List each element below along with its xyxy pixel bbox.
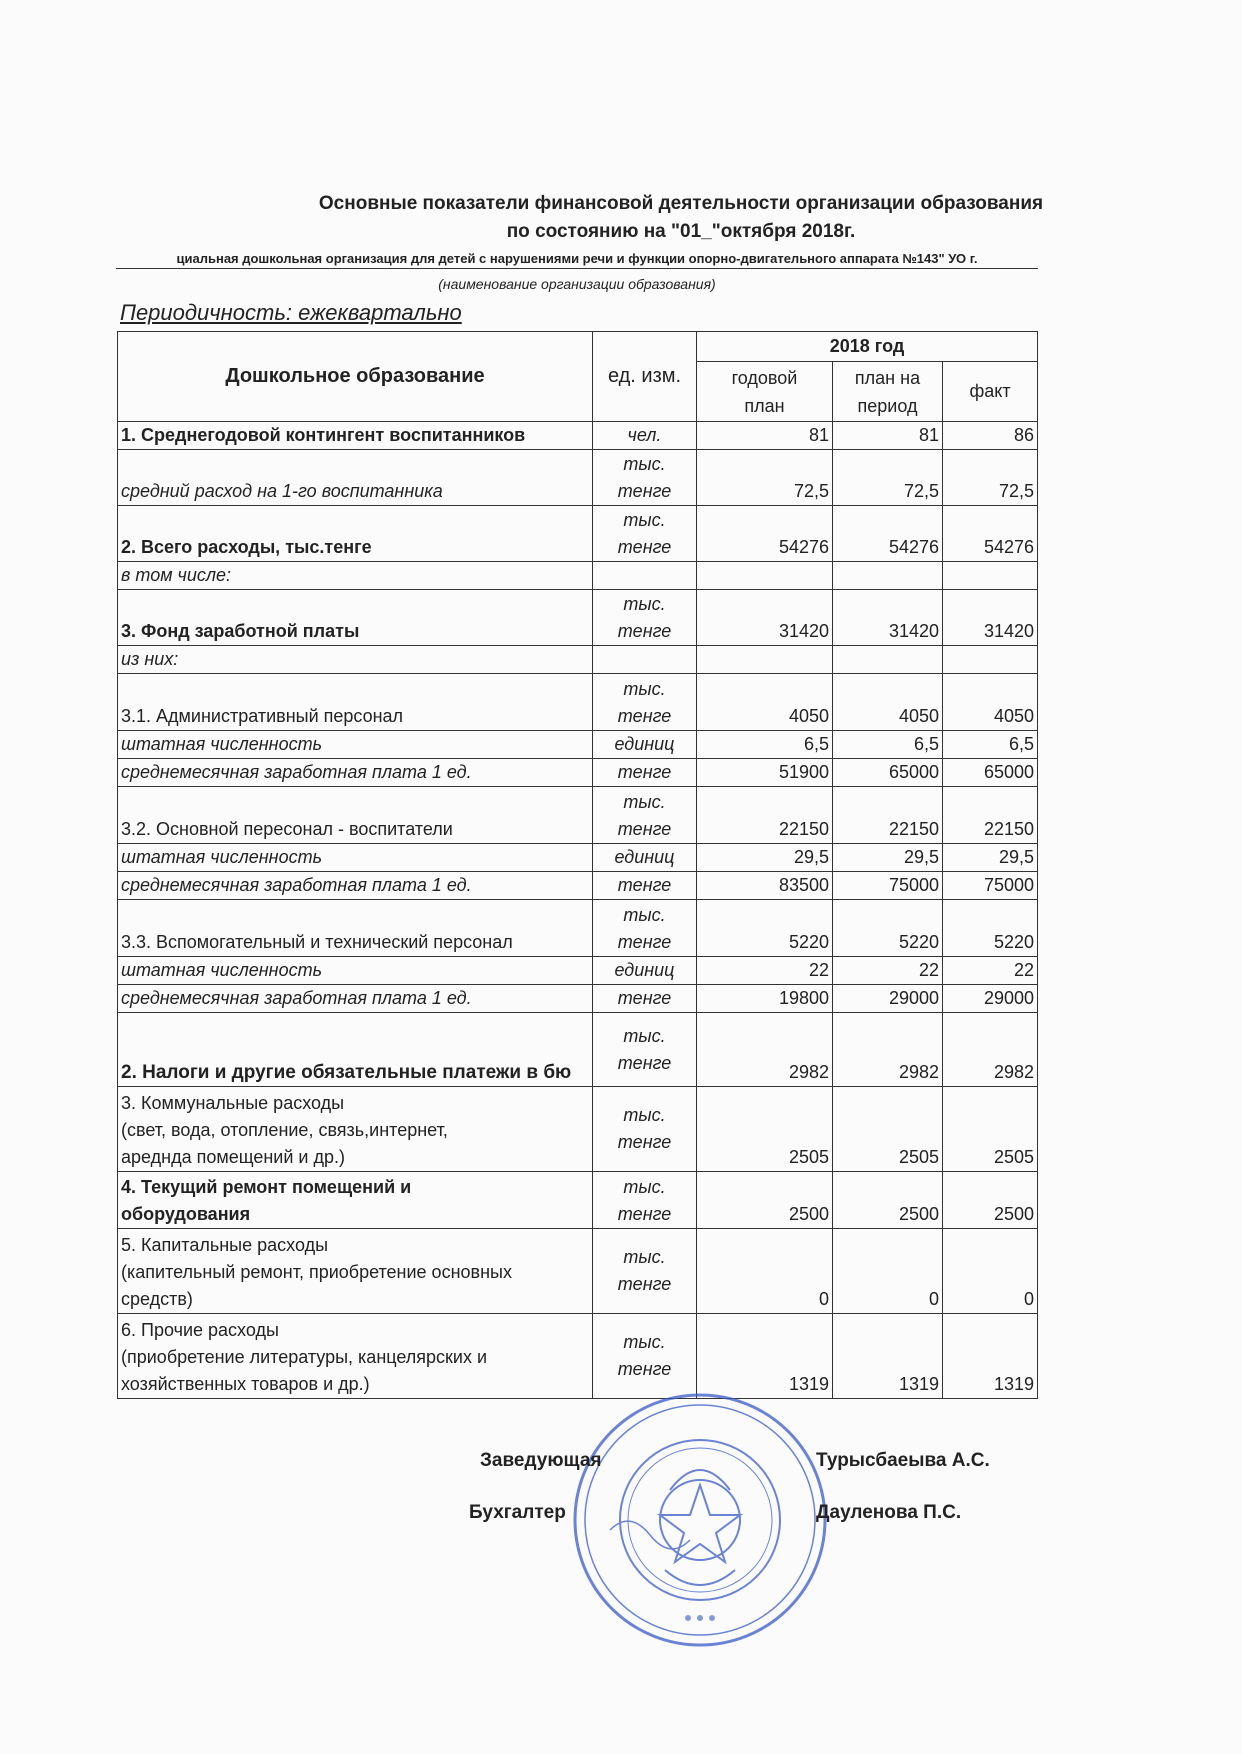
row-label-note1: (свет, вода, отопление, связь,интернет, <box>121 1120 448 1140</box>
header-annual-plan <box>697 362 833 422</box>
row-period: 22150 <box>833 787 943 844</box>
row-fact: 72,5 <box>943 450 1038 506</box>
row-fact: 54276 <box>943 506 1038 562</box>
row-annual: 72,5 <box>697 450 833 506</box>
row-label: среднемесячная заработная плата 1 ед. <box>118 759 593 787</box>
row-unit-line1: тыс. <box>623 1247 666 1267</box>
row-unit-line2: тенге <box>617 481 672 501</box>
row-unit <box>593 900 697 957</box>
table-row <box>118 985 1038 1013</box>
row-unit <box>593 506 697 562</box>
row-fact: 86 <box>943 422 1038 450</box>
header-fact: факт <box>943 362 1038 422</box>
row-annual: 4050 <box>697 674 833 731</box>
row-annual: 29,5 <box>697 844 833 872</box>
row-annual: 81 <box>697 422 833 450</box>
row-period: 29000 <box>833 985 943 1013</box>
row-label: 2. Всего расходы, тыс.тенге <box>118 506 593 562</box>
row-period: 65000 <box>833 759 943 787</box>
row-unit: тенге <box>593 872 697 900</box>
table-row <box>118 590 1038 646</box>
row-fact <box>943 562 1038 590</box>
row-period: 54276 <box>833 506 943 562</box>
row-unit-line1: тыс. <box>623 792 666 812</box>
row-label: штатная численность <box>118 844 593 872</box>
row-fact: 6,5 <box>943 731 1038 759</box>
row-fact: 22 <box>943 957 1038 985</box>
row-label-main: 5. Капитальные расходы <box>121 1235 329 1255</box>
table-row <box>118 759 1038 787</box>
accountant-title: Бухгалтер <box>469 1502 566 1523</box>
row-fact: 5220 <box>943 900 1038 957</box>
row-unit-line2: тенге <box>617 706 672 726</box>
row-fact: 4050 <box>943 674 1038 731</box>
row-annual: 6,5 <box>697 731 833 759</box>
row-label: 3.2. Основной пересонал - воспитатели <box>118 787 593 844</box>
row-unit <box>593 1013 697 1087</box>
row-unit: тенге <box>593 985 697 1013</box>
row-period <box>833 646 943 674</box>
table-row <box>118 1013 1038 1087</box>
row-unit-line2: тенге <box>617 621 672 641</box>
row-period: 2500 <box>833 1172 943 1229</box>
row-period: 2505 <box>833 1087 943 1172</box>
row-annual: 83500 <box>697 872 833 900</box>
row-unit-line1: тыс. <box>623 905 666 925</box>
row-fact: 2505 <box>943 1087 1038 1172</box>
row-unit-line2: тенге <box>617 537 672 557</box>
row-label: штатная численность <box>118 957 593 985</box>
row-label-main: 6. Прочие расходы <box>121 1320 279 1340</box>
row-annual: 5220 <box>697 900 833 957</box>
row-unit: единиц <box>593 957 697 985</box>
row-label-note2: средств) <box>121 1289 193 1309</box>
table-row <box>118 674 1038 731</box>
row-label: 2. Налоги и другие обязательные платежи в бю <box>118 1013 593 1087</box>
header-period-plan-line2: период <box>857 395 918 416</box>
row-period: 0 <box>833 1229 943 1314</box>
row-label-main: 3. Коммунальные расходы <box>121 1093 345 1113</box>
row-label: в том числе: <box>118 562 593 590</box>
row-unit <box>593 674 697 731</box>
row-unit <box>593 787 697 844</box>
row-fact: 2500 <box>943 1172 1038 1229</box>
table-row <box>118 562 1038 590</box>
header-year: 2018 год <box>697 332 1038 362</box>
table-row <box>118 731 1038 759</box>
header-unit: ед. изм. <box>593 332 697 422</box>
row-unit <box>593 1087 697 1172</box>
row-unit-line1: тыс. <box>623 679 666 699</box>
row-annual: 31420 <box>697 590 833 646</box>
header-annual-plan-line2: план <box>744 395 785 416</box>
row-annual: 22150 <box>697 787 833 844</box>
row-period: 6,5 <box>833 731 943 759</box>
row-period: 75000 <box>833 872 943 900</box>
row-unit <box>593 450 697 506</box>
document-title-line1: Основные показатели финансовой деятельности организации образования <box>318 193 1044 214</box>
row-annual <box>697 562 833 590</box>
row-unit: единиц <box>593 731 697 759</box>
row-period: 72,5 <box>833 450 943 506</box>
row-label: 3. Фонд заработной платы <box>118 590 593 646</box>
row-fact: 29000 <box>943 985 1038 1013</box>
row-fact <box>943 646 1038 674</box>
row-unit: чел. <box>593 422 697 450</box>
row-period: 4050 <box>833 674 943 731</box>
row-label-note2: хозяйственных товаров и др.) <box>121 1374 370 1394</box>
row-period: 31420 <box>833 590 943 646</box>
row-unit <box>593 1172 697 1229</box>
row-label: 3.3. Вспомогательный и технический персонал <box>118 900 593 957</box>
row-fact: 65000 <box>943 759 1038 787</box>
row-unit-line2: тенге <box>617 1052 672 1073</box>
row-label-note1: (приобретение литературы, канцелярских и <box>121 1347 488 1367</box>
row-annual: 2982 <box>697 1013 833 1087</box>
row-label: 1. Среднегодовой контингент воспитанников <box>118 422 593 450</box>
table-row <box>118 422 1038 450</box>
row-annual <box>697 646 833 674</box>
row-unit-line1: тыс. <box>623 1105 666 1125</box>
table-row <box>118 1087 1038 1172</box>
row-fact: 22150 <box>943 787 1038 844</box>
row-unit-line1: тыс. <box>623 1332 666 1352</box>
row-unit-line1: тыс. <box>623 510 666 530</box>
row-period: 5220 <box>833 900 943 957</box>
row-annual: 0 <box>697 1229 833 1314</box>
row-unit <box>593 646 697 674</box>
row-fact: 31420 <box>943 590 1038 646</box>
row-annual: 19800 <box>697 985 833 1013</box>
row-period: 2982 <box>833 1013 943 1087</box>
row-unit-line2: тенге <box>617 932 672 952</box>
row-unit: единиц <box>593 844 697 872</box>
row-label <box>118 1087 593 1172</box>
row-fact: 0 <box>943 1229 1038 1314</box>
table-row <box>118 787 1038 844</box>
row-unit <box>593 1229 697 1314</box>
head-name: Турысбаеыва А.С. <box>816 1450 990 1471</box>
row-unit-line1: тыс. <box>623 594 666 614</box>
row-unit-line1: тыс. <box>623 1177 666 1197</box>
table-row <box>118 900 1038 957</box>
row-period <box>833 562 943 590</box>
row-label-line2: оборудования <box>121 1204 251 1224</box>
row-unit-line1: тыс. <box>623 454 666 474</box>
organization-name: циальная дошкольная организация для детей с нарушениями речи и функции опорно-двигательного аппарата №143" УО г. <box>116 251 1038 269</box>
header-period-plan-line1: план на <box>854 367 921 388</box>
financial-indicators-table <box>117 331 1038 1399</box>
row-annual: 54276 <box>697 506 833 562</box>
row-label: среднемесячная заработная плата 1 ед. <box>118 872 593 900</box>
row-period: 29,5 <box>833 844 943 872</box>
row-annual: 22 <box>697 957 833 985</box>
table-row <box>118 450 1038 506</box>
row-unit-line2: тенге <box>617 1359 672 1379</box>
row-fact: 29,5 <box>943 844 1038 872</box>
row-label: штатная численность <box>118 731 593 759</box>
document-title-line2: по состоянию на "01_"октября 2018г. <box>506 221 856 242</box>
row-unit-line2: тенге <box>617 819 672 839</box>
table-row <box>118 1229 1038 1314</box>
row-fact: 1319 <box>943 1314 1038 1399</box>
table-row <box>118 844 1038 872</box>
header-main: Дошкольное образование <box>118 332 593 422</box>
row-label <box>118 1172 593 1229</box>
periodicity-label: Периодичность: ежеквартально <box>120 300 462 325</box>
row-unit <box>593 1314 697 1399</box>
row-label: из них: <box>118 646 593 674</box>
row-unit <box>593 562 697 590</box>
organization-caption: (наименование организации образования) <box>438 276 716 292</box>
table-row <box>118 872 1038 900</box>
table-row <box>118 506 1038 562</box>
row-unit <box>593 590 697 646</box>
table-row <box>118 1172 1038 1229</box>
row-unit-line1: тыс. <box>623 1025 666 1046</box>
row-unit: тенге <box>593 759 697 787</box>
row-label-note2: ареднда помещений и др.) <box>121 1147 345 1167</box>
row-unit-line2: тенге <box>617 1274 672 1294</box>
row-unit-line2: тенге <box>617 1132 672 1152</box>
row-fact: 75000 <box>943 872 1038 900</box>
row-annual: 2505 <box>697 1087 833 1172</box>
table-row <box>118 1314 1038 1399</box>
official-stamp <box>570 1390 830 1650</box>
header-annual-plan-line1: годовой <box>731 367 798 388</box>
row-period: 1319 <box>833 1314 943 1399</box>
row-annual: 2500 <box>697 1172 833 1229</box>
row-annual: 51900 <box>697 759 833 787</box>
table-row <box>118 957 1038 985</box>
row-fact: 2982 <box>943 1013 1038 1087</box>
row-unit-line2: тенге <box>617 1204 672 1224</box>
row-annual: 1319 <box>697 1314 833 1399</box>
row-label: 3.1. Административный персонал <box>118 674 593 731</box>
table-row <box>118 646 1038 674</box>
row-period: 81 <box>833 422 943 450</box>
row-label-line1: 4. Текущий ремонт помещений и <box>121 1177 412 1197</box>
head-title: Заведующая <box>480 1450 602 1471</box>
row-label <box>118 1314 593 1399</box>
accountant-name: Дауленова П.С. <box>816 1502 962 1523</box>
row-label: средний расход на 1-го воспитанника <box>118 450 593 506</box>
row-label-note1: (капительный ремонт, приобретение основных <box>121 1262 512 1282</box>
row-label: среднемесячная заработная плата 1 ед. <box>118 985 593 1013</box>
row-period: 22 <box>833 957 943 985</box>
header-period-plan <box>833 362 943 422</box>
row-label <box>118 1229 593 1314</box>
